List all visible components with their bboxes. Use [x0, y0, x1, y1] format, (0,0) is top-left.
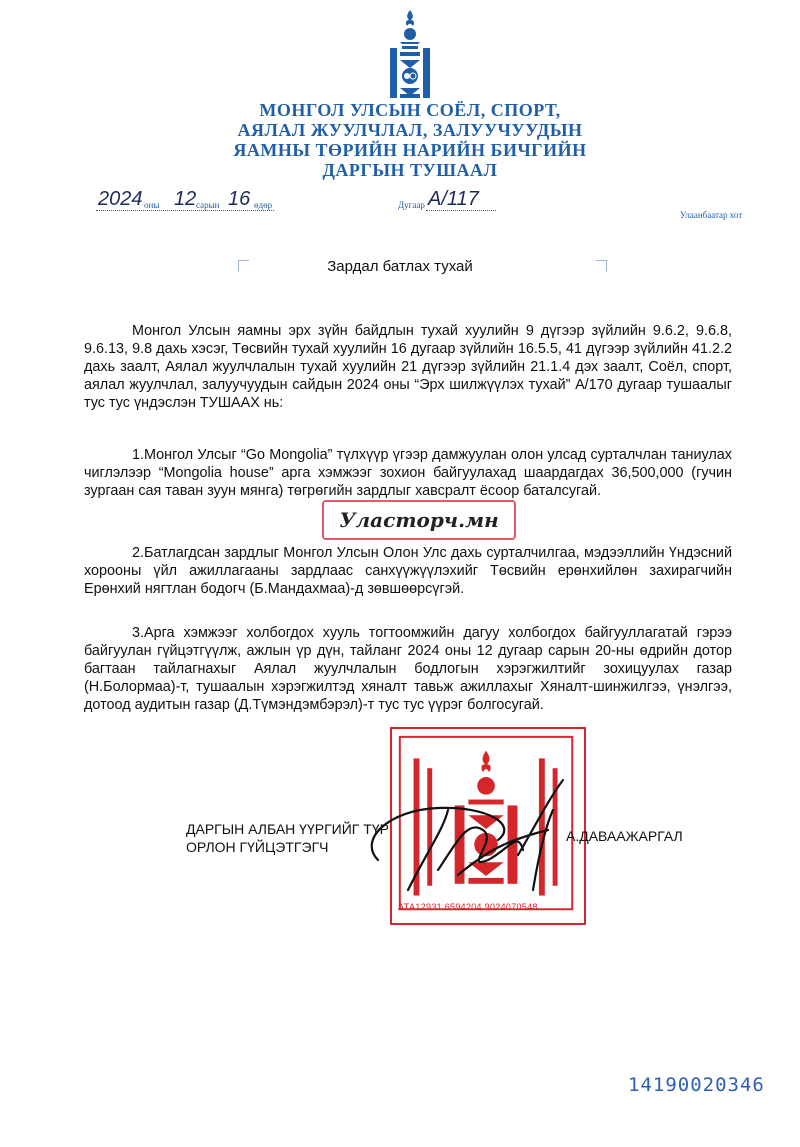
- signatory-name: А.ДАВААЖАРГАЛ: [566, 828, 683, 844]
- order-number-label: Дугаар: [398, 200, 425, 210]
- date-month-suffix: сарын: [196, 200, 220, 210]
- order-number-field: [398, 186, 508, 214]
- watermark-badge: Уласторч.мн: [322, 500, 516, 540]
- date-year-suffix: оны: [144, 200, 160, 210]
- date-underline: [96, 210, 274, 211]
- date-field: [96, 186, 296, 214]
- ministry-line-2: АЯЛАЛ ЖУУЛЧЛАЛ, ЗАЛУУЧУУДЫН: [237, 120, 583, 140]
- city-label: Улаанбаатар хот: [680, 210, 743, 220]
- signatory-position-line-1: ДАРГЫН АЛБАН ҮҮРГИЙГ ТҮР: [186, 821, 389, 837]
- date-year: 2024: [98, 188, 143, 210]
- document-serial-number: 14190020346: [628, 1074, 765, 1096]
- ministry-line-1: МОНГОЛ УЛСЫН СОЁЛ, СПОРТ,: [259, 100, 561, 120]
- ministry-line-3: ЯАМНЫ ТӨРИЙН НАРИЙН БИЧГИЙН: [233, 140, 587, 160]
- clause-1-paragraph: 1.Монгол Улсыг “Go Mongolia” түлхүүр үгээр дамжуулан олон улсад сурталчлан таниулах чиглэлээр “Mongolia house” арга хэмжээг зохион байгуулахад шаардагдах 36,500,000 (гучин зургаан сая таван зуун мянга) төгрөгийн зардлыг хавсралт ёсоор баталсугай.: [84, 447, 732, 499]
- stamp-number: АТА12931 6594204 9024070548: [398, 902, 538, 912]
- order-number: A/117: [428, 188, 479, 210]
- date-day-suffix: өдөр: [254, 200, 273, 210]
- date-day: 16: [228, 188, 251, 210]
- document-title: Зардал батлах тухай: [327, 258, 473, 275]
- clause-2-paragraph: 2.Батлагдсан зардлыг Монгол Улсын Олон Улс дахь сурталчилгаа, мэдээллийн Үндэсний хорооны үйл ажиллагааны зардлаас санхүүжүүлэхийг Төсвийн ерөнхийлөн захирагчийн Ерөнхий нягтлан бодогч (Б.Мандахмаа)-д зөвшөөрсүгэй.: [84, 545, 732, 597]
- ministry-header: [150, 100, 670, 180]
- order-number-underline: [426, 210, 496, 211]
- soyombo-emblem-icon: [380, 8, 440, 100]
- clause-3-paragraph: 3.Арга хэмжээг холбогдох хууль тогтоомжийн дагуу холбогдох байгууллагатай гэрээ байгуулан гүйцэтгүүлж, ажлын үр дүн, тайланг 2024 оны 12 дугаар сарын 20-ны өдрийн дотор багтаан тайлагнахыг Аялал жуулчлалын бодлогын хэрэгжилтийг зохицуулах газар (Н.Болормаа)-т, тушаалын хэрэгжилтэд хяналт тавьж ажиллахыг Хяналт-шинжилгээ, үнэлгээ, дотоод аудитын газар (Д.Түмэндэмбэрэл)-т тус тус үүрэг болгосугай.: [84, 625, 732, 713]
- preamble-paragraph: Монгол Улсын яамны эрх зүйн байдлын тухай хуулийн 9 дүгээр зүйлийн 9.6.2, 9.6.8, 9.6.13, 9.8 дахь хэсэг, Төсвийн тухай хуулийн 16 дугаар зүйлийн 16.5.5, 41 дүгээр зүйлийн 41.2.2 дахь заалт, Аялал жуулчлалын тухай хуулийн 21 дүгээр зүйлийн 21.1.4 дэх заалт, Соёл, спорт, аялал жуулчлал, залуучуудын сайдын 2024 оны “Эрх шилжүүлэх тухай” А/170 дугаар тушаалыг тус тус үндэслэн ТУШААХ нь:: [84, 323, 732, 411]
- handwritten-signature: [348, 770, 588, 900]
- date-month: 12: [174, 188, 197, 210]
- ministry-line-4: ДАРГЫН ТУШААЛ: [322, 160, 498, 180]
- signatory-position-line-2: ОРЛОН ГҮЙЦЭТГЭГЧ: [186, 839, 329, 855]
